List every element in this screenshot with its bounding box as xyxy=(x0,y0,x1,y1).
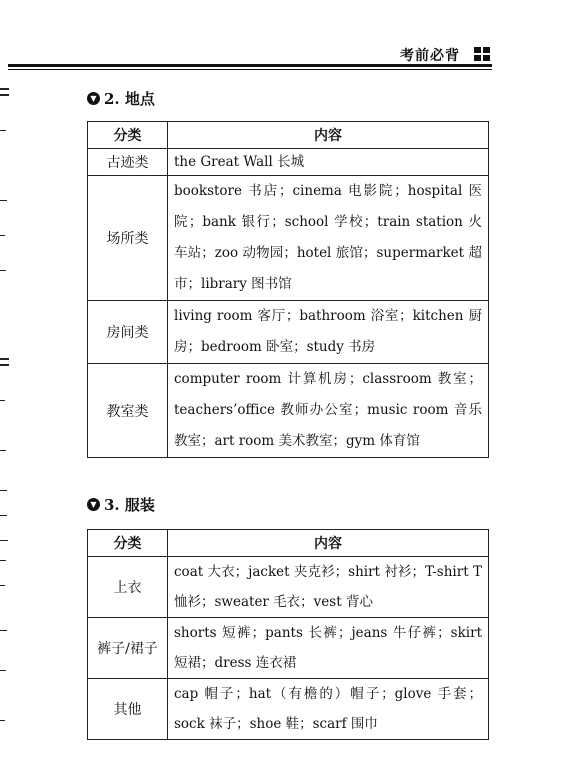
column-header-content: 内容 xyxy=(168,122,489,149)
column-header-category: 分类 xyxy=(88,122,168,149)
row-content: cap 帽子；hat（有檐的）帽子；glove 手套；sock 袜子；shoe 鞋；scarf 围巾 xyxy=(168,679,489,740)
row-content: the Great Wall 长城 xyxy=(168,149,489,176)
row-content: shorts 短裤；pants 长裤；jeans 牛仔裤；skirt 短裙；dress 连衣裙 xyxy=(168,618,489,679)
table-row xyxy=(88,679,489,740)
row-content: computer room 计算机房；classroom 教室；teachers’office 教师办公室；music room 音乐教室；art room 美术教室；gym 体育馆 xyxy=(168,364,489,458)
down-triangle-icon: ▼ xyxy=(87,498,100,511)
table-header-row xyxy=(88,530,489,557)
row-category: 裤子/裙子 xyxy=(88,618,168,679)
section-title-text: 3. 服装 xyxy=(104,496,155,514)
row-content: bookstore 书店；cinema 电影院；hospital 医院；bank 银行；school 学校；train station 火车站；zoo 动物园；hotel 旅馆；supermarket 超市；library 图书馆 xyxy=(168,176,489,301)
column-header-content: 内容 xyxy=(168,530,489,557)
column-header-category: 分类 xyxy=(88,530,168,557)
table-row xyxy=(88,149,489,176)
section-title-places xyxy=(87,88,155,109)
row-category: 其他 xyxy=(88,679,168,740)
row-category: 房间类 xyxy=(88,301,168,364)
down-triangle-icon: ▼ xyxy=(87,92,100,105)
header-rule-thin xyxy=(8,69,492,70)
places-table xyxy=(87,121,489,458)
row-category: 教室类 xyxy=(88,364,168,458)
row-category: 上衣 xyxy=(88,557,168,618)
row-content: living room 客厅；bathroom 浴室；kitchen 厨房；bedroom 卧室；study 书房 xyxy=(168,301,489,364)
header-rule xyxy=(8,64,492,67)
page-edge-marks xyxy=(0,70,14,750)
header-title: 考前必背 xyxy=(400,48,460,64)
row-category: 场所类 xyxy=(88,176,168,301)
row-content: coat 大衣；jacket 夹克衫；shirt 衬衫；T-shirt T恤衫；sweater 毛衣；vest 背心 xyxy=(168,557,489,618)
clothing-table xyxy=(87,529,489,740)
table-row xyxy=(88,364,489,458)
row-category: 古迹类 xyxy=(88,149,168,176)
section-title-text: 2. 地点 xyxy=(104,90,155,108)
table-row xyxy=(88,176,489,301)
table-header-row xyxy=(88,122,489,149)
header-block-icon xyxy=(474,47,490,61)
section-title-clothing xyxy=(87,494,155,515)
table-row xyxy=(88,557,489,618)
table-row xyxy=(88,301,489,364)
table-row xyxy=(88,618,489,679)
